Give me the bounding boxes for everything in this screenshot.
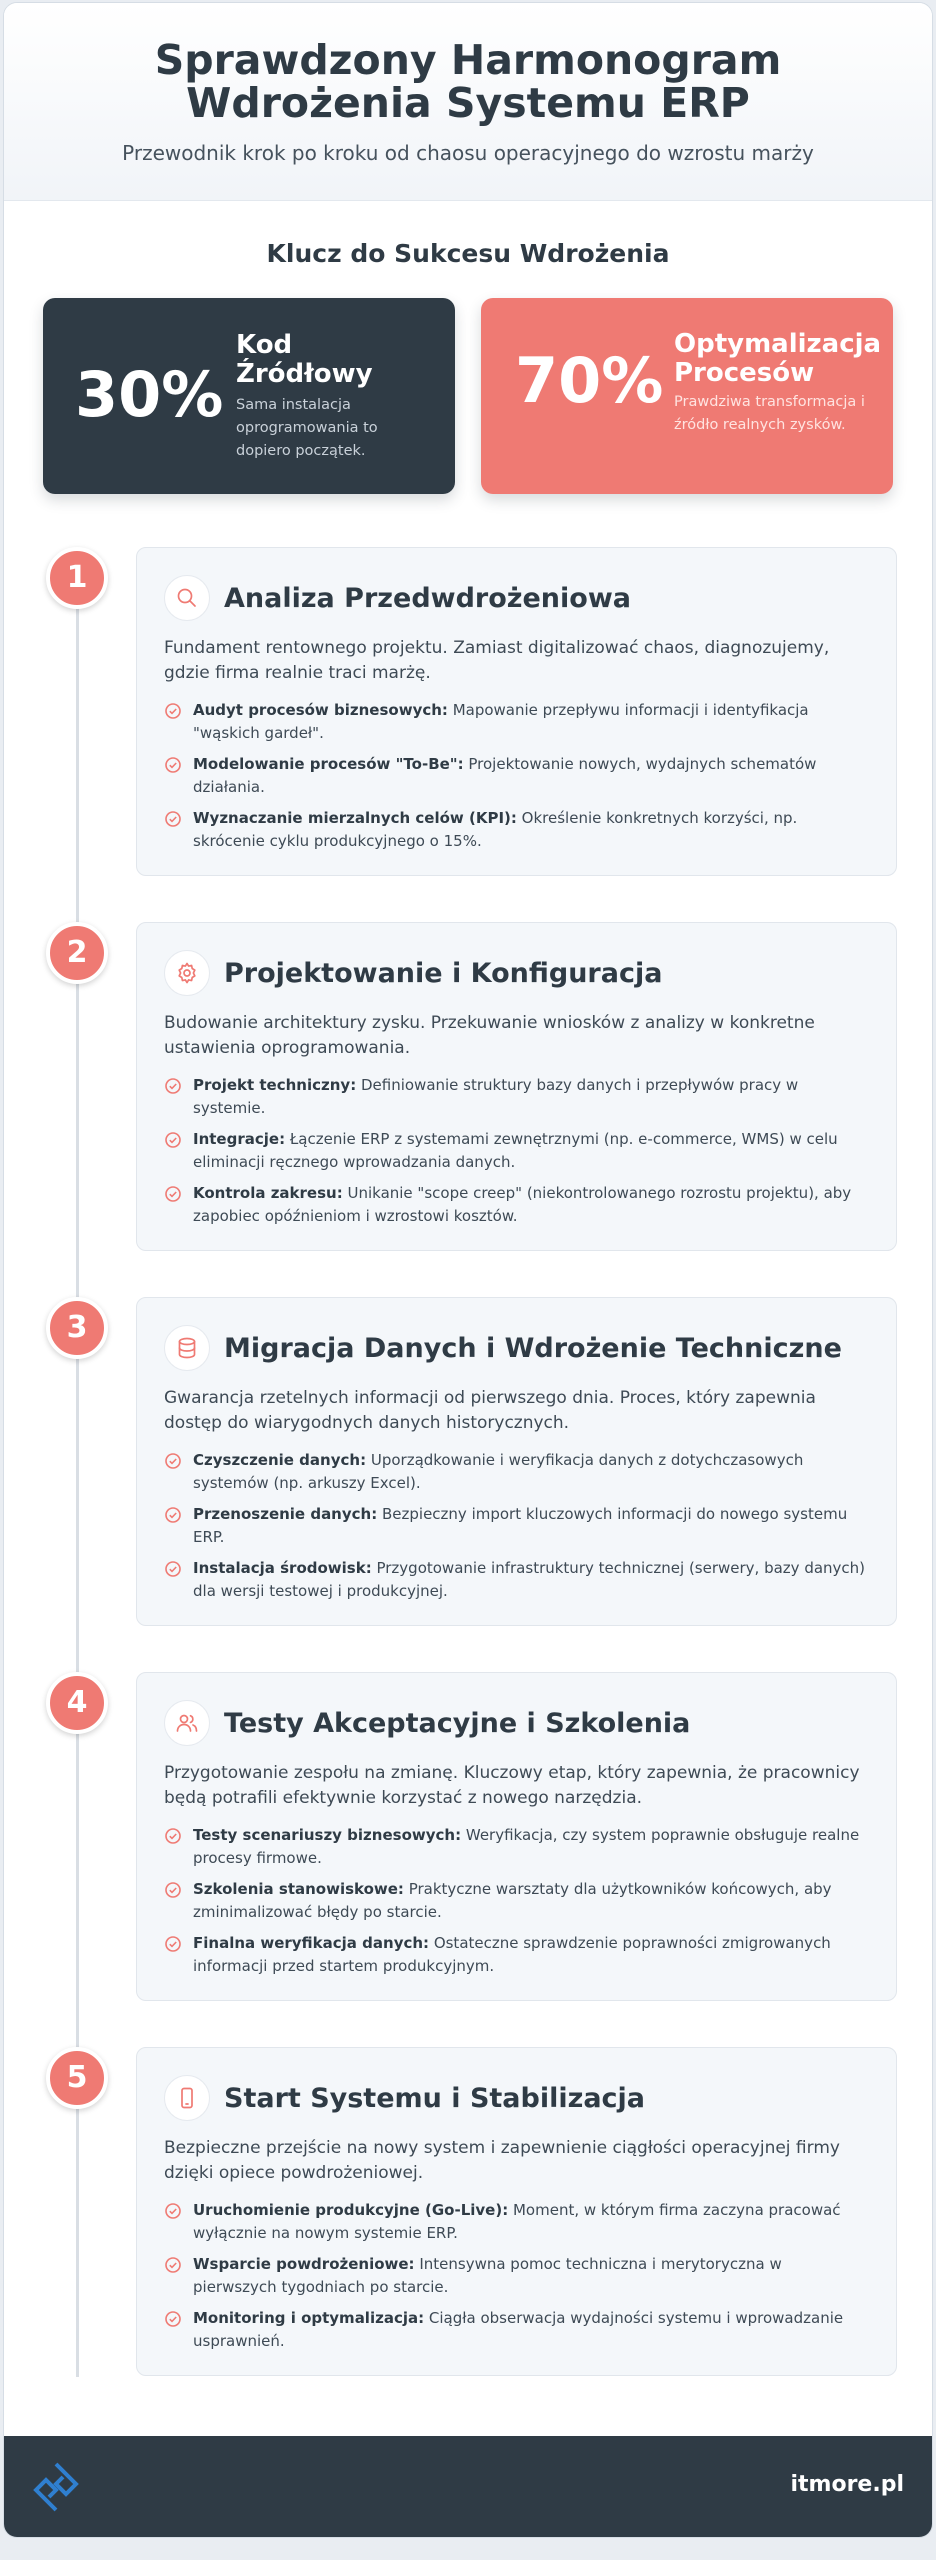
check-circle-icon (164, 1935, 182, 1953)
gear-icon (164, 950, 210, 996)
brand-name[interactable]: itmore.pl (790, 2472, 904, 2497)
checklist-item-desc: Ciągła obserwacja wydajności systemu i wprowadzanie usprawnień. (193, 2309, 844, 2350)
step-number-badge: 2 (46, 922, 108, 984)
stat-value: 70% (515, 344, 664, 417)
checklist-item-label: Przenoszenie danych: (193, 1505, 378, 1523)
checklist-item-desc: Uporządkowanie i weryfikacja danych z dotychczasowych systemów (np. arkuszy Excel). (193, 1451, 804, 1492)
stats-row (4, 298, 932, 494)
checklist-item-text (193, 699, 869, 745)
checklist-item-label: Kontrola zakresu: (193, 1184, 343, 1202)
check-circle-icon (164, 1506, 182, 1524)
checklist-item-label: Wsparcie powdrożeniowe: (193, 2255, 415, 2273)
checklist-item (164, 1449, 869, 1495)
checklist-item-desc: Bezpieczny import kluczowych informacji do nowego systemu ERP. (193, 1505, 848, 1546)
check-circle-icon (164, 2256, 182, 2274)
check-circle-icon (164, 810, 182, 828)
checklist-item-desc: Łączenie ERP z systemami zewnętrznymi (np. e-commerce, WMS) w celu eliminacji ręcznego wprowadzania danych. (193, 1130, 838, 1171)
step-card (136, 2047, 897, 2376)
checklist-item-label: Instalacja środowisk: (193, 1559, 372, 1577)
timeline-step-1 (4, 547, 932, 922)
checklist-item-text (193, 1449, 869, 1495)
header (4, 3, 932, 201)
checklist-item-label: Szkolenia stanowiskowe: (193, 1880, 404, 1898)
step-title: Projektowanie i Konfiguracja (224, 957, 663, 989)
timeline (4, 547, 932, 2422)
checklist-item-desc: Praktyczne warsztaty dla użytkowników końcowych, aby zminimalizować błędy po starcie. (193, 1880, 832, 1921)
step-title: Migracja Danych i Wdrożenie Techniczne (224, 1332, 842, 1364)
step-card (136, 547, 897, 876)
step-checklist (164, 1824, 869, 1978)
checklist-item-text (193, 2199, 869, 2245)
checklist-item-text (193, 1182, 869, 1228)
step-checklist (164, 2199, 869, 2353)
gear-icon-glyph (175, 961, 199, 985)
checklist-item-label: Monitoring i optymalizacja: (193, 2309, 425, 2327)
step-checklist (164, 1449, 869, 1603)
checklist-item (164, 699, 869, 745)
checklist-item-text (193, 1932, 869, 1978)
step-description: Fundament rentownego projektu. Zamiast digitalizować chaos, diagnozujemy, gdzie firma realnie traci marżę. (164, 638, 830, 683)
checklist-item (164, 1128, 869, 1174)
checklist-item-desc: Weryfikacja, czy system poprawnie obsługuje realne procesy firmowe. (193, 1826, 860, 1867)
checklist-item (164, 1074, 869, 1120)
step-checklist (164, 1074, 869, 1228)
timeline-step-4 (4, 1672, 932, 2047)
checklist-item (164, 2199, 869, 2245)
checklist-item-desc: Unikanie "scope creep" (niekontrolowanego rozrostu projektu), aby zapobiec opóźnieniom i wzrostowi kosztów. (193, 1184, 852, 1225)
checklist-item-text (193, 1878, 869, 1924)
infographic-page (3, 2, 933, 2538)
checklist-item-desc: Definiowanie struktury bazy danych i przepływów pracy w systemie. (193, 1076, 799, 1117)
checklist-item-text (193, 807, 869, 853)
checklist-item-text (193, 1824, 869, 1870)
smartphone-icon-glyph (175, 2086, 199, 2110)
check-circle-icon (164, 2202, 182, 2220)
stat-title: Kod Źródłowy (236, 330, 373, 389)
checklist-item (164, 1932, 869, 1978)
checklist-item-label: Integracje: (193, 1130, 286, 1148)
checklist-item-text (193, 753, 869, 799)
checklist-item-desc: Moment, w którym firma zaczyna pracować wyłącznie na nowym systemie ERP. (193, 2201, 841, 2242)
step-card-header (164, 1699, 869, 1747)
stat-title: Optymalizacja Procesów (674, 329, 882, 388)
step-checklist (164, 699, 869, 853)
checklist-item-label: Uruchomienie produkcyjne (Go-Live): (193, 2201, 509, 2219)
smartphone-icon (164, 2075, 210, 2121)
checklist-item (164, 1182, 869, 1228)
footer (4, 2436, 932, 2537)
users-icon-glyph (175, 1711, 199, 1735)
checklist-item-desc: Projektowanie nowych, wydajnych schematów działania. (193, 755, 817, 796)
check-circle-icon (164, 756, 182, 774)
checklist-item (164, 753, 869, 799)
checklist-item-text (193, 1074, 869, 1120)
timeline-step-5 (4, 2047, 932, 2422)
checklist-item-text (193, 1557, 869, 1603)
stat-description: Sama instalacja oprogramowania to dopiero początek. (236, 397, 378, 459)
page-title: Sprawdzony Harmonogram Wdrożenia Systemu ERP (154, 36, 782, 127)
step-card (136, 1297, 897, 1626)
check-circle-icon (164, 702, 182, 720)
step-card-header (164, 2074, 869, 2122)
check-circle-icon (164, 1185, 182, 1203)
checklist-item-label: Wyznaczanie mierzalnych celów (KPI): (193, 809, 517, 827)
step-description: Gwarancja rzetelnych informacji od pierwszego dnia. Proces, który zapewnia dostęp do wiarygodnych danych historycznych. (164, 1388, 816, 1433)
check-circle-icon (164, 1077, 182, 1095)
checklist-item (164, 807, 869, 853)
key-section-title: Klucz do Sukcesu Wdrożenia (266, 239, 670, 268)
checklist-item-text (193, 2253, 869, 2299)
step-card (136, 1672, 897, 2001)
step-card-header (164, 949, 869, 997)
step-description: Bezpieczne przejście na nowy system i zapewnienie ciągłości operacyjnej firmy dzięki opiece powdrożeniowej. (164, 2138, 840, 2183)
checklist-item (164, 1824, 869, 1870)
database-icon-glyph (175, 1336, 199, 1360)
step-description: Przygotowanie zespołu na zmianę. Kluczowy etap, który zapewnia, że pracownicy będą potrafili efektywnie korzystać z nowego narzędzia. (164, 1763, 860, 1808)
timeline-step-2 (4, 922, 932, 1297)
checklist-item-label: Audyt procesów biznesowych: (193, 701, 448, 719)
step-title: Start Systemu i Stabilizacja (224, 2082, 646, 2114)
checklist-item-desc: Określenie konkretnych korzyści, np. skrócenie cyklu produkcyjnego o 15%. (193, 809, 798, 850)
checklist-item-text (193, 1503, 869, 1549)
step-number-badge: 3 (46, 1297, 108, 1359)
checklist-item-label: Finalna weryfikacja danych: (193, 1934, 430, 1952)
checklist-item (164, 1557, 869, 1603)
checklist-item-text (193, 1128, 869, 1174)
checklist-item-label: Projekt techniczny: (193, 1076, 357, 1094)
checklist-item-label: Czyszczenie danych: (193, 1451, 367, 1469)
checklist-item-desc: Przygotowanie infrastruktury technicznej (serwery, bazy danych) dla wersji testowej i produkcyjnej. (193, 1559, 866, 1600)
step-card-header (164, 1324, 869, 1372)
timeline-step-3 (4, 1297, 932, 1672)
check-circle-icon (164, 1827, 182, 1845)
checklist-item-desc: Intensywna pomoc techniczna i merytoryczna w pierwszych tygodniach po starcie. (193, 2255, 782, 2296)
step-title: Analiza Przedwdrożeniowa (224, 582, 631, 614)
checklist-item (164, 1878, 869, 1924)
stat-card-process-optimization (481, 298, 893, 494)
checklist-item (164, 1503, 869, 1549)
checklist-item-desc: Mapowanie przepływu informacji i identyfikacja "wąskich gardeł". (193, 701, 809, 742)
users-icon (164, 1700, 210, 1746)
step-card-header (164, 574, 869, 622)
step-number-badge: 4 (46, 1672, 108, 1734)
check-circle-icon (164, 1881, 182, 1899)
checklist-item-text (193, 2307, 869, 2353)
step-description: Budowanie architektury zysku. Przekuwanie wniosków z analizy w konkretne ustawienia oprogramowania. (164, 1013, 815, 1058)
stat-card-source-code (43, 298, 455, 494)
page-subtitle: Przewodnik krok po kroku od chaosu operacyjnego do wzrostu marży (122, 141, 814, 165)
step-card (136, 922, 897, 1251)
search-icon-glyph (175, 586, 199, 610)
check-circle-icon (164, 1131, 182, 1149)
checklist-item (164, 2253, 869, 2299)
check-circle-icon (164, 2310, 182, 2328)
step-number-badge: 5 (46, 2047, 108, 2109)
search-icon (164, 575, 210, 621)
check-circle-icon (164, 1560, 182, 1578)
database-icon (164, 1325, 210, 1371)
checklist-item (164, 2307, 869, 2353)
stat-value: 30% (75, 358, 224, 431)
checklist-item-label: Modelowanie procesów "To-Be": (193, 755, 464, 773)
stat-description: Prawdziwa transformacja i źródło realnych zysków. (674, 394, 865, 433)
check-circle-icon (164, 1452, 182, 1470)
step-number-badge: 1 (46, 547, 108, 609)
itmore-logo-icon[interactable] (30, 2461, 82, 2513)
step-title: Testy Akceptacyjne i Szkolenia (224, 1707, 691, 1739)
checklist-item-label: Testy scenariuszy biznesowych: (193, 1826, 462, 1844)
checklist-item-desc: Ostateczne sprawdzenie poprawności zmigrowanych informacji przed startem produkcyjnym. (193, 1934, 831, 1975)
